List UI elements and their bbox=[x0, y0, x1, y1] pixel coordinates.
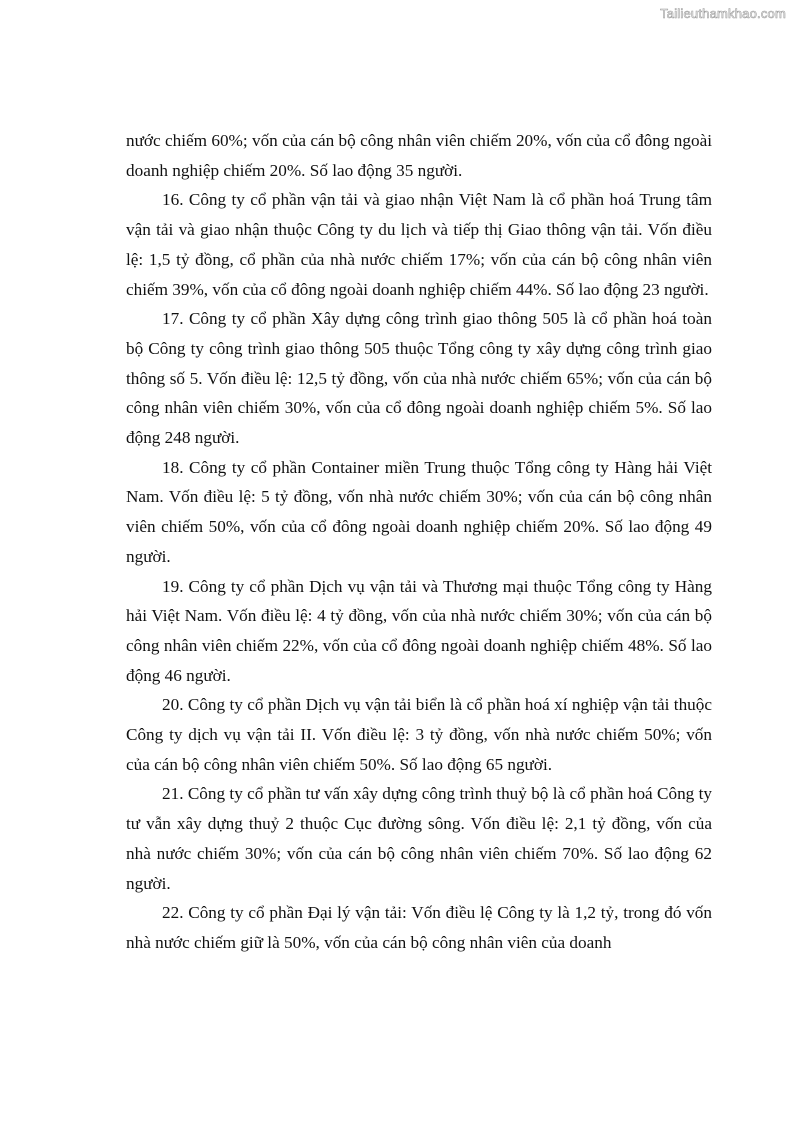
paragraph-item-22: 22. Công ty cổ phần Đại lý vận tải: Vốn điều lệ Công ty là 1,2 tỷ, trong đó vốn nhà nước chiếm giữ là 50%, vốn của cán bộ công nhân viên của doanh bbox=[126, 903, 712, 952]
paragraph-item-17: 17. Công ty cổ phần Xây dựng công trình giao thông 505 là cổ phần hoá toàn bộ Công ty công trình giao thông 505 thuộc Tổng công ty xây dựng công trình giao thông số 5. Vốn điều lệ: 12,5 tỷ đồng, vốn của nhà nước chiếm 65%; vốn của cán bộ công nhân viên chiếm 30%, vốn của cổ đông ngoài doanh nghiệp chiếm 5%. Số lao động 248 người. bbox=[126, 309, 712, 448]
paragraph-continuation: nước chiếm 60%; vốn của cán bộ công nhân viên chiếm 20%, vốn của cổ đông ngoài doanh nghiệp chiếm 20%. Số lao động 35 người. bbox=[126, 131, 712, 180]
paragraph-item-16: 16. Công ty cổ phần vận tải và giao nhận Việt Nam là cổ phần hoá Trung tâm vận tải và giao nhận thuộc Công ty du lịch và tiếp thị Giao thông vận tải. Vốn điều lệ: 1,5 tỷ đồng, cổ phần của nhà nước chiếm 17%; vốn của cán bộ công nhân viên chiếm 39%, vốn của cổ đông ngoài doanh nghiệp chiếm 44%. Số lao động 23 người. bbox=[126, 190, 712, 299]
paragraph-item-21: 21. Công ty cổ phần tư vấn xây dựng công trình thuỷ bộ là cổ phần hoá Công ty tư vẫn xây dựng thuỷ 2 thuộc Cục đường sông. Vốn điều lệ: 2,1 tỷ đồng, vốn của nhà nước chiếm 30%; vốn của cán bộ công nhân viên chiếm 70%. Số lao động 62 người. bbox=[126, 784, 712, 893]
watermark: Tailieuthamkhao.com bbox=[660, 6, 786, 21]
paragraph-item-18: 18. Công ty cổ phần Container miền Trung thuộc Tổng công ty Hàng hải Việt Nam. Vốn điều lệ: 5 tỷ đồng, vốn nhà nước chiếm 30%; vốn của cán bộ công nhân viên chiếm 50%, vốn của cổ đông ngoài doanh nghiệp chiếm 20%. Số lao động 49 người. bbox=[126, 457, 712, 566]
document-body bbox=[126, 126, 712, 958]
paragraph-item-20: 20. Công ty cổ phần Dịch vụ vận tải biển là cổ phần hoá xí nghiệp vận tải thuộc Công ty dịch vụ vận tải II. Vốn điều lệ: 3 tỷ đồng, vốn nhà nước chiếm 50%; vốn của cán bộ công nhân viên chiếm 50%. Số lao động 65 người. bbox=[126, 695, 712, 774]
paragraph-item-19: 19. Công ty cổ phần Dịch vụ vận tải và Thương mại thuộc Tổng công ty Hàng hải Việt Nam. Vốn điều lệ: 4 tỷ đồng, vốn của nhà nước chiếm 30%; vốn của cán bộ công nhân viên chiếm 22%, vốn của cổ đông ngoài doanh nghiệp chiếm 48%. Số lao động 46 người. bbox=[126, 576, 712, 685]
